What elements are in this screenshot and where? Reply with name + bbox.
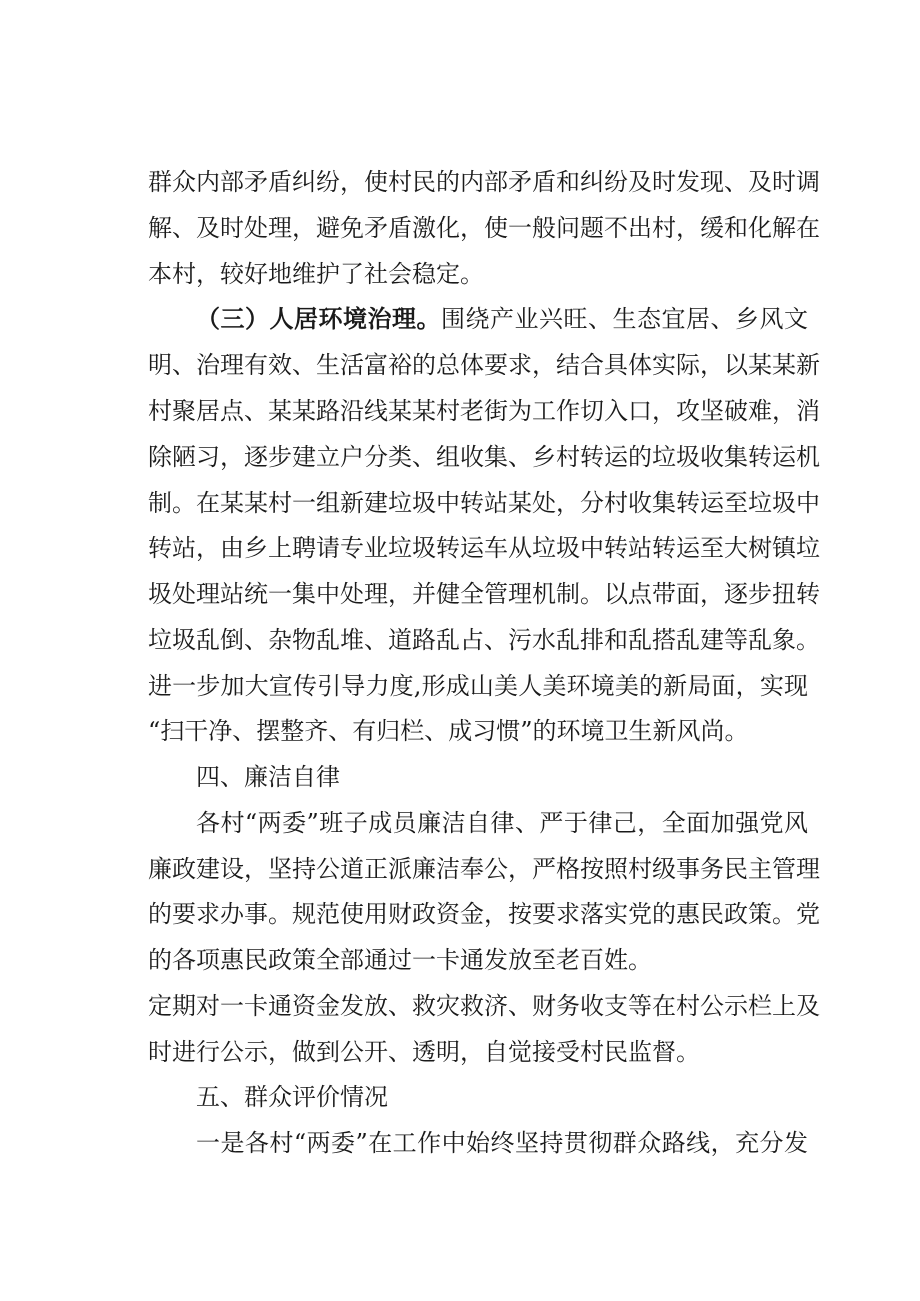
paragraph-2-line-2: 明、治理有效、生活富裕的总体要求，结合具体实际，以某某新 <box>148 351 820 379</box>
paragraph-2-line-6: 转站，由乡上聘请专业垃圾转运车从垃圾中转站转运至大树镇垃 <box>148 534 820 562</box>
paragraph-2-line-8: 垃圾乱倒、杂物乱堆、道路乱占、污水乱排和乱搭乱建等乱象。 <box>148 626 820 654</box>
section-4-line-1: 各村“两委”班子成员廉洁自律、严于律己，全面加强党风 <box>196 809 808 837</box>
paragraph-1-line-1: 群众内部矛盾纠纷，使村民的内部矛盾和纠纷及时发现、及时调 <box>148 168 820 196</box>
section-5-heading: 五、群众评价情况 <box>196 1083 388 1111</box>
section-4-line-6: 时进行公示，做到公开、透明，自觉接受村民监督。 <box>148 1038 700 1066</box>
section-4-line-5: 定期对一卡通资金发放、救灾救济、财务收支等在村公示栏上及 <box>148 992 820 1020</box>
section-5-line-1: 一是各村“两委”在工作中始终坚持贯彻群众路线，充分发 <box>196 1129 808 1157</box>
paragraph-2-first-line-rest: 围绕产业兴旺、生态宜居、乡风文 <box>441 305 808 333</box>
section-4-line-3: 的要求办事。规范使用财政资金，按要求落实党的惠民政策。党 <box>148 900 820 928</box>
section-4-line-2: 廉政建设，坚持公道正派廉洁奉公，严格按照村级事务民主管理 <box>148 855 820 883</box>
section-4-heading: 四、廉洁自律 <box>196 763 340 791</box>
paragraph-1-line-3: 本村，较好地维护了社会稳定。 <box>148 260 484 288</box>
paragraph-2-line-5: 制。在某某村一组新建垃圾中转站某处，分村收集转运至垃圾中 <box>148 489 820 517</box>
paragraph-1-line-2: 解、及时处理，避免矛盾激化，使一般问题不出村，缓和化解在 <box>148 214 820 242</box>
paragraph-2-line-1 <box>196 303 808 335</box>
paragraph-2-line-7: 圾处理站统一集中处理，并健全管理机制。以点带面，逐步扭转 <box>148 580 820 608</box>
section-4-line-4: 的各项惠民政策全部通过一卡通发放至老百姓。 <box>148 946 652 974</box>
paragraph-2-line-4: 除陋习，逐步建立户分类、组收集、乡村转运的垃圾收集转运机 <box>148 443 820 471</box>
paragraph-2-line-9: 进一步加大宣传引导力度,形成山美人美环境美的新局面，实现 <box>148 672 808 700</box>
paragraph-2-lead: （三）人居环境治理。 <box>196 305 441 333</box>
paragraph-2-line-3: 村聚居点、某某路沿线某某村老街为工作切入口，攻坚破难，消 <box>148 397 820 425</box>
paragraph-2-line-10: “扫干净、摆整齐、有归栏、成习惯”的环境卫生新风尚。 <box>148 717 749 745</box>
